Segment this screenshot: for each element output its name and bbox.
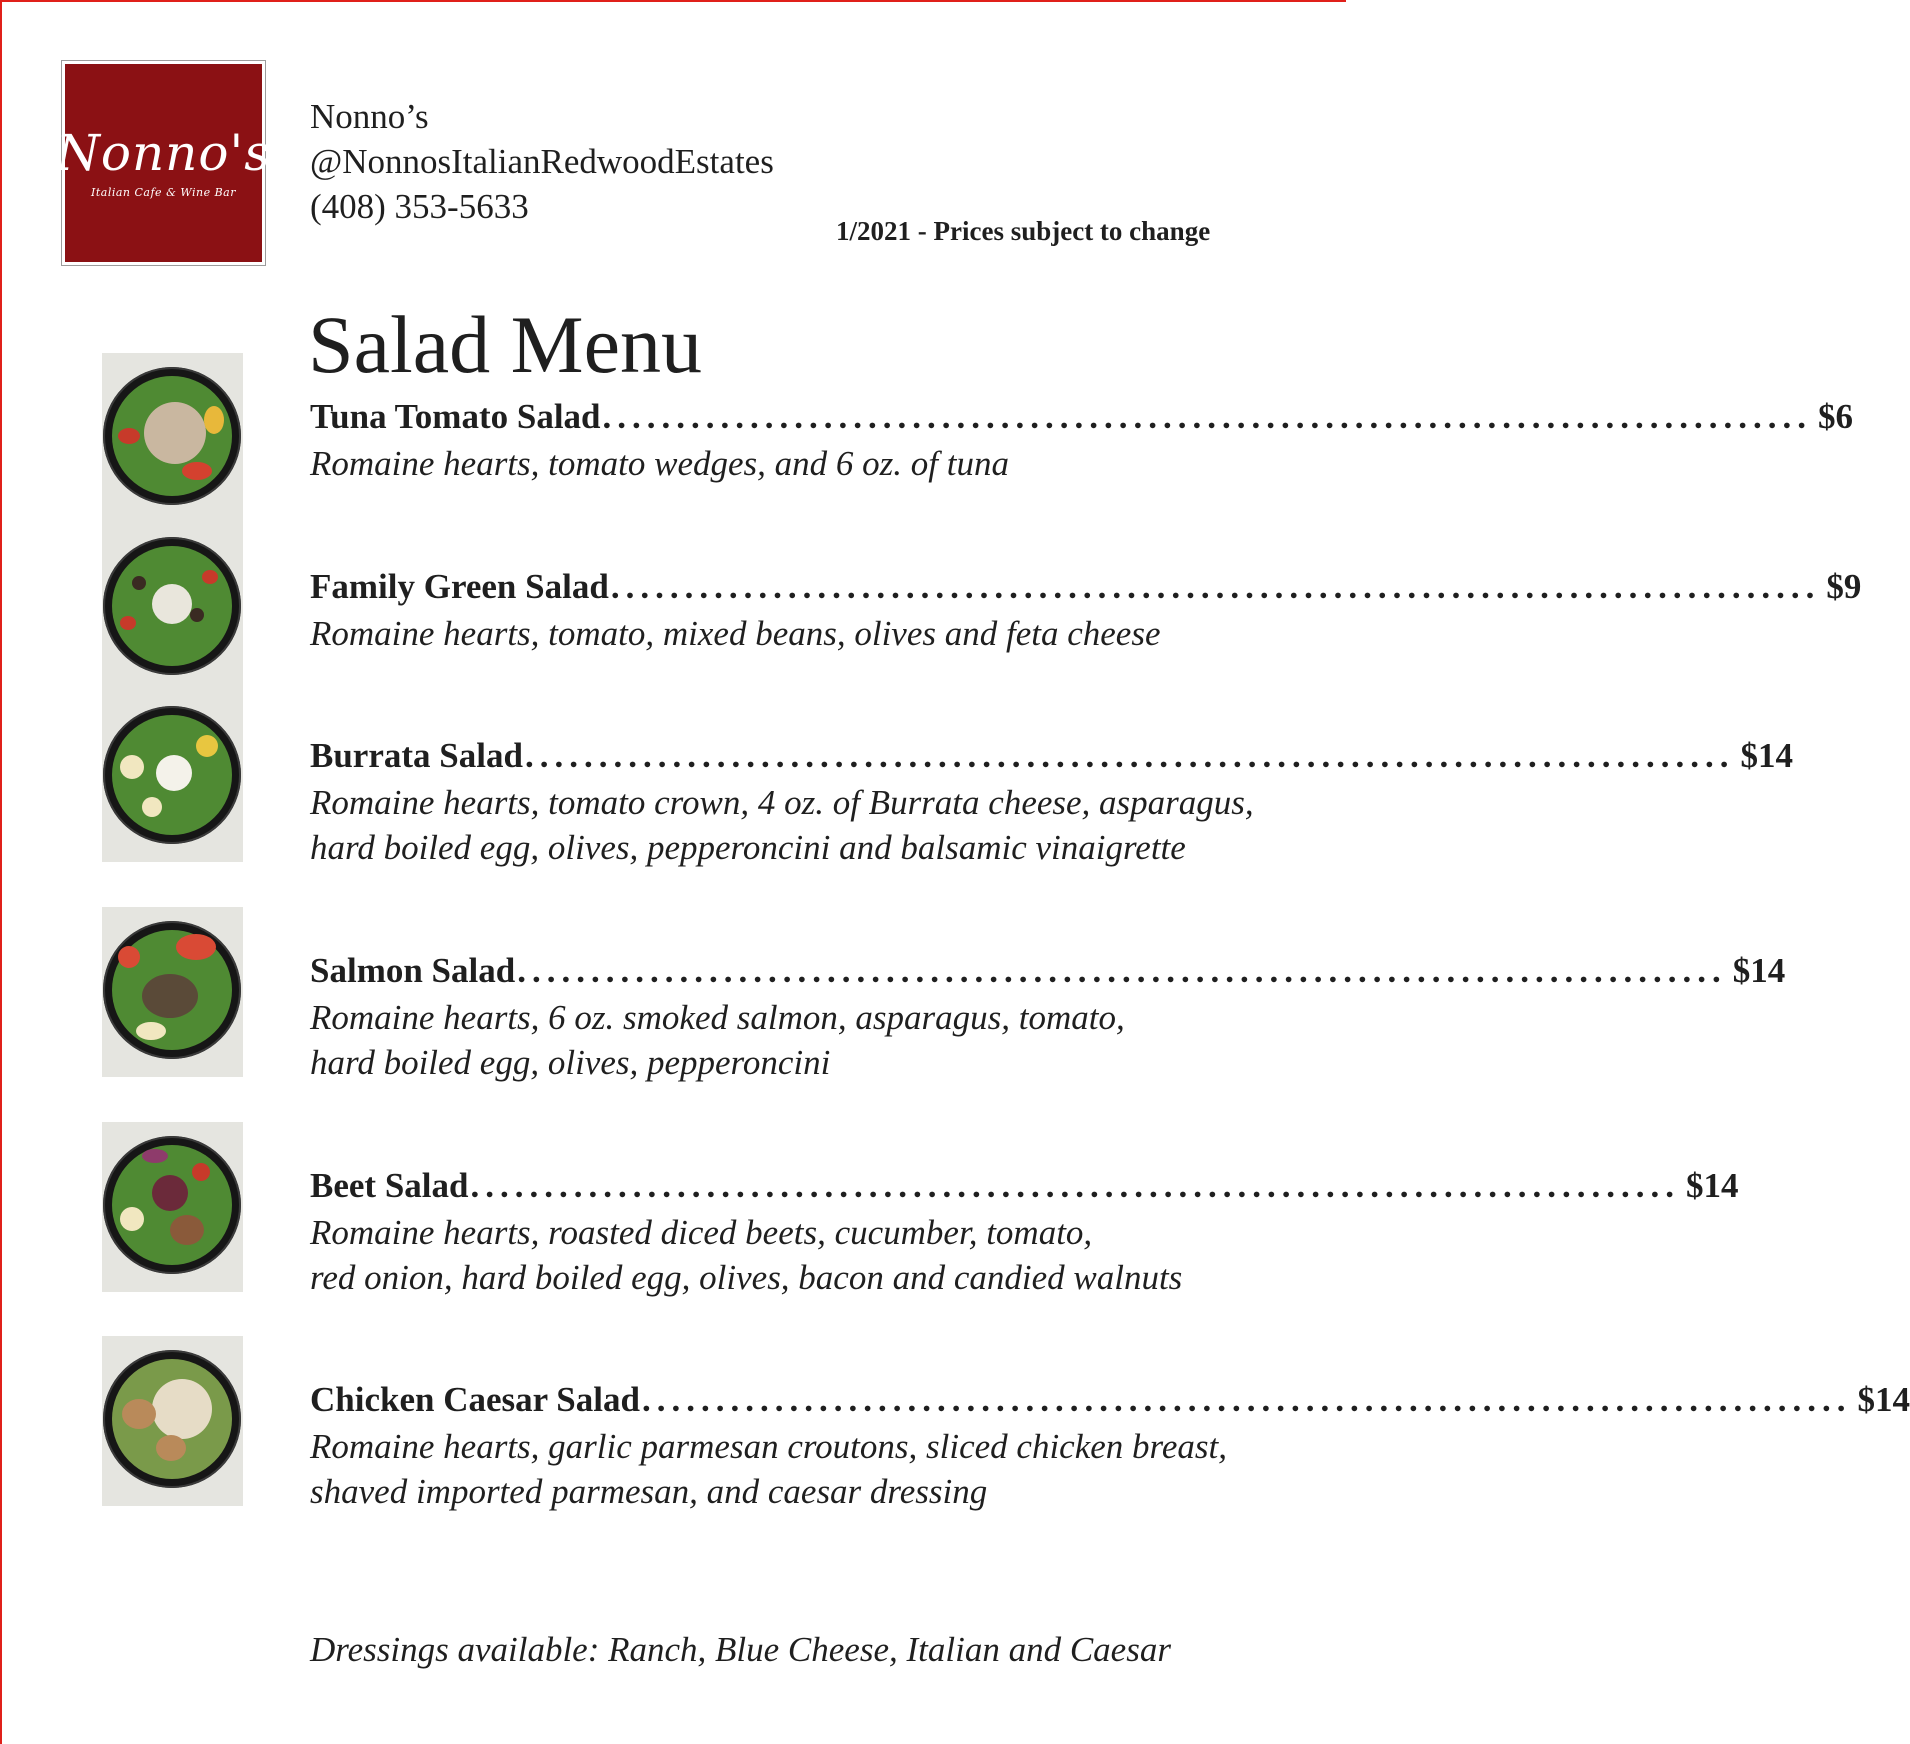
dot-leader: .................................................................................. — [641, 1380, 1852, 1419]
description-line: Romaine hearts, roasted diced beets, cucumber, tomato, — [310, 1213, 1093, 1252]
item-row — [310, 951, 1786, 991]
logo-badge — [56, 64, 271, 262]
contact-block — [310, 94, 774, 229]
salad-photo — [102, 353, 243, 523]
price-note: 1/2021 - Prices subject to change — [836, 216, 1211, 246]
menu-item-salmon-salad — [2, 907, 1786, 1087]
item-name: Salmon Salad — [310, 951, 516, 990]
item-name: Beet Salad — [310, 1166, 469, 1205]
item-name: Family Green Salad — [310, 567, 609, 606]
menu-item-burrata-salad — [2, 692, 1793, 872]
salad-photo — [102, 1336, 243, 1506]
menu-item-chicken-caesar-salad — [2, 1336, 1910, 1516]
item-description — [310, 995, 1125, 1085]
item-price: $14 — [1685, 1166, 1739, 1205]
item-price: $14 — [1740, 736, 1793, 775]
dot-leader: .................................................................................. — [602, 397, 1813, 436]
dot-leader: .................................................................................. — [524, 736, 1735, 775]
nonnos-logo — [56, 60, 271, 266]
description-line: Romaine hearts, tomato wedges, and 6 oz. of tuna — [310, 444, 1009, 483]
item-row — [310, 1166, 1739, 1206]
item-price: $6 — [1818, 397, 1854, 436]
item-row — [310, 567, 1862, 607]
description-line: hard boiled egg, olives, pepperoncini — [310, 1043, 831, 1082]
item-name: Burrata Salad — [310, 736, 523, 775]
item-price: $14 — [1732, 951, 1786, 990]
item-row — [310, 1380, 1910, 1420]
item-name: Chicken Caesar Salad — [310, 1380, 640, 1419]
description-line: hard boiled egg, olives, pepperoncini and balsamic vinaigrette — [310, 828, 1186, 867]
social-handle: @NonnosItalianRedwoodEstates — [310, 142, 774, 181]
page-title: Salad Menu — [308, 299, 702, 390]
phone-number: (408) 353-5633 — [310, 187, 529, 226]
item-description — [310, 611, 1161, 656]
description-line: red onion, hard boiled egg, olives, bacon and candied walnuts — [310, 1258, 1183, 1297]
logo-name: Nonno's — [56, 123, 271, 182]
menu-item-family-green-salad — [2, 523, 1862, 703]
menu-item-tuna-tomato-salad — [2, 353, 1854, 533]
dot-leader: .................................................................................. — [517, 951, 1727, 990]
item-price: $14 — [1857, 1380, 1910, 1419]
description-line: shaved imported parmesan, and caesar dressing — [310, 1472, 988, 1511]
item-row — [310, 736, 1793, 776]
item-price: $9 — [1826, 567, 1862, 606]
description-line: Romaine hearts, tomato crown, 4 oz. of Burrata cheese, asparagus, — [310, 783, 1254, 822]
salad-photo — [102, 692, 243, 862]
item-name: Tuna Tomato Salad — [310, 397, 601, 436]
item-description — [310, 441, 1009, 486]
restaurant-name: Nonno’s — [310, 97, 429, 136]
item-description — [310, 1210, 1182, 1300]
salad-photo — [102, 907, 243, 1077]
item-description — [310, 1424, 1227, 1514]
description-line: Romaine hearts, tomato, mixed beans, olives and feta cheese — [310, 614, 1161, 653]
dressings-note: Dressings available: Ranch, Blue Cheese, Italian and Caesar — [310, 1630, 1171, 1669]
item-description — [310, 780, 1254, 870]
logo-subtitle: Italian Cafe & Wine Bar — [91, 185, 236, 199]
description-line: Romaine hearts, 6 oz. smoked salmon, asparagus, tomato, — [310, 998, 1125, 1037]
dot-leader: .................................................................................. — [610, 567, 1821, 606]
dot-leader: .................................................................................. — [470, 1166, 1680, 1205]
item-row — [310, 397, 1854, 437]
salad-photo — [102, 1122, 243, 1292]
menu-item-beet-salad — [2, 1122, 1739, 1302]
salad-photo — [102, 523, 243, 693]
description-line: Romaine hearts, garlic parmesan croutons, sliced chicken breast, — [310, 1427, 1227, 1466]
